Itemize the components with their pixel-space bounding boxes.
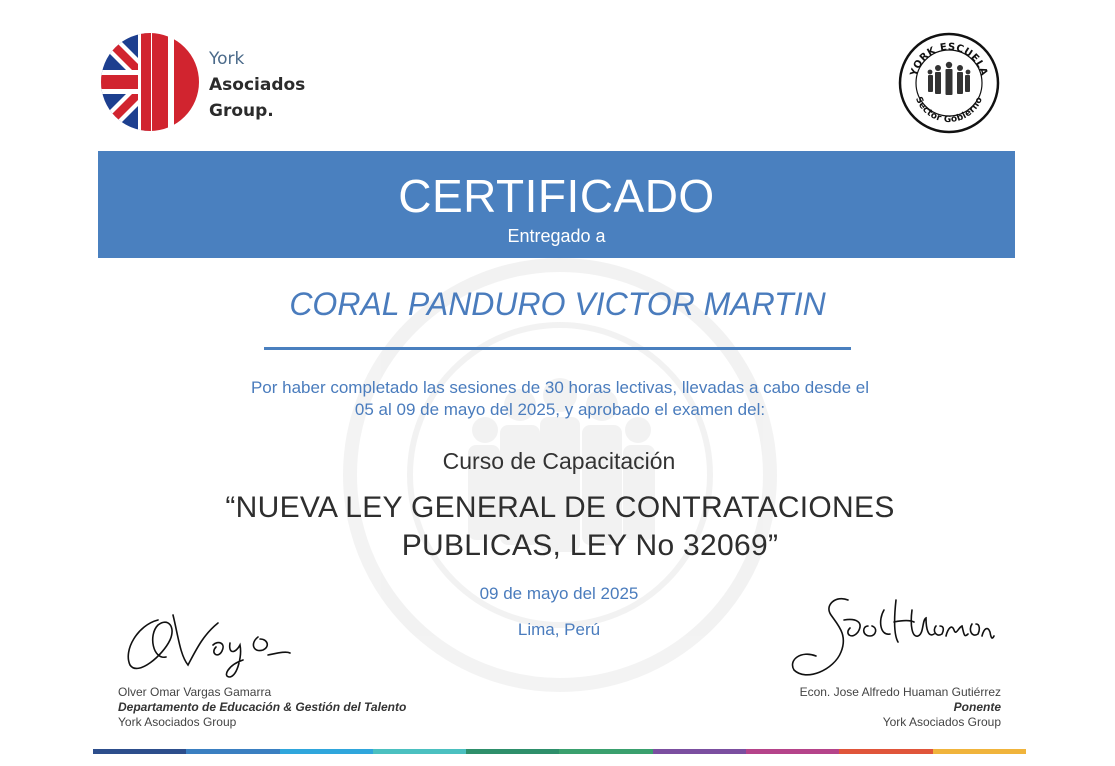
signatory-right-role: Ponente — [953, 700, 1001, 714]
course-title-line-2: PUBLICAS, LEY No 32069” — [401, 529, 779, 562]
color-bar-segment — [559, 749, 652, 754]
signatory-right — [640, 685, 1001, 730]
signatory-left-department: Departamento de Educación & Gestión del Talento — [118, 700, 407, 714]
certificate-banner — [98, 151, 1015, 258]
certificate-description — [180, 377, 940, 421]
svg-text:YORK ESCUELA: YORK ESCUELA — [908, 41, 990, 78]
logo-line-asociados: Asociados — [209, 75, 306, 95]
company-logo-text — [209, 46, 305, 124]
issue-date: 09 de mayo del 2025 — [479, 584, 639, 603]
york-escuela-seal-icon — [898, 32, 1000, 134]
color-bar-segment — [280, 749, 373, 754]
color-bar-segment — [466, 749, 559, 754]
signatory-right-name: Econ. Jose Alfredo Huaman Gutiérrez — [799, 685, 1001, 699]
description-line-1: Por haber completado las sesiones de 30 horas lectivas, llevadas a cabo desde el — [250, 378, 870, 397]
color-bar-segment — [93, 749, 186, 754]
signature-right — [786, 590, 996, 685]
recipient-underline — [264, 347, 851, 350]
course-type: Curso de Capacitación — [442, 448, 676, 474]
signature-left — [118, 605, 308, 680]
signatory-left — [118, 685, 518, 730]
signatory-right-organization: York Asociados Group — [882, 715, 1001, 729]
signatory-left-organization: York Asociados Group — [118, 715, 237, 729]
recipient-name: CORAL PANDURO VICTOR MARTIN — [289, 286, 826, 322]
certificate-subtitle: Entregado a — [507, 226, 606, 246]
color-bar-segment — [839, 749, 932, 754]
color-bar-segment — [186, 749, 279, 754]
signatory-left-name: Olver Omar Vargas Gamarra — [118, 685, 272, 699]
color-bar-segment — [933, 749, 1026, 754]
color-bar-segment — [653, 749, 746, 754]
logo-line-group: Group. — [209, 101, 274, 121]
course-title-line-1: “NUEVA LEY GENERAL DE CONTRATACIONES — [225, 491, 895, 524]
logo-line-york: York — [209, 49, 245, 69]
color-bar-segment — [373, 749, 466, 754]
issue-place: Lima, Perú — [517, 620, 601, 639]
decorative-color-bar — [93, 749, 1026, 754]
certificate-title: CERTIFICADO — [398, 170, 715, 222]
color-bar-segment — [746, 749, 839, 754]
description-line-2: 05 al 09 de mayo del 2025, y aprobado el examen del: — [354, 400, 766, 419]
course-title — [160, 489, 960, 565]
svg-text:Sector Gobierno: Sector Gobierno — [912, 95, 986, 126]
uk-flag-logo-icon — [100, 32, 200, 132]
